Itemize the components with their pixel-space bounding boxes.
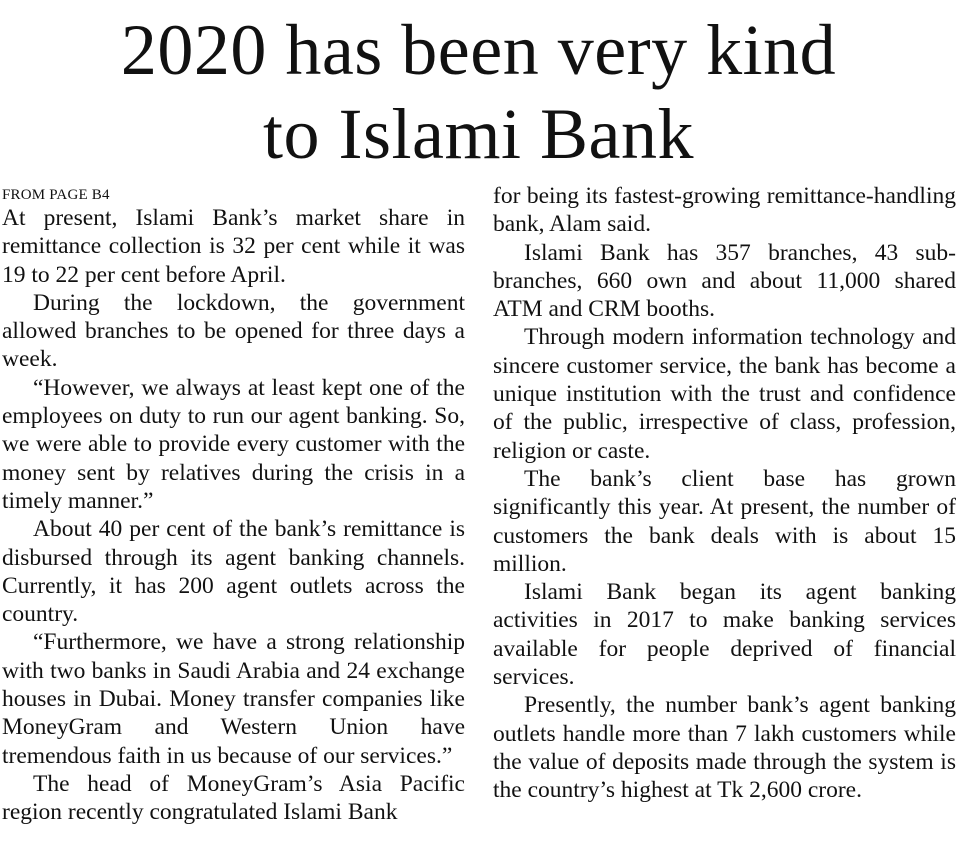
paragraph: “However, we always at least kept one of the employees on duty to run our agent banking. So, we were able to provide every customer with the money sent by relatives during the crisis in a timely manner.” bbox=[2, 374, 465, 514]
paragraph: Through modern information technology and sincere customer service, the bank has become a unique institution with the trust and confidence of the public, irrespective of class, profession, religion or caste. bbox=[493, 324, 956, 464]
paragraph: The bank’s client base has grown significantly this year. At present, the number of customers the bank deals with is about 15 million. bbox=[493, 465, 956, 577]
paragraph: The head of MoneyGram’s Asia Pacific region recently congratulated Islami Bank bbox=[2, 770, 465, 826]
headline-line-2: to Islami Bank bbox=[263, 94, 694, 174]
paragraph: At present, Islami Bank’s market share in remittance collection is 32 per cent while it was 19 to 22 per cent before April. bbox=[2, 205, 465, 288]
headline-line-1: 2020 has been very kind bbox=[120, 10, 837, 90]
paragraph: for being its fastest-growing remittance-handling bank, Alam said. bbox=[493, 183, 956, 238]
paragraph: “Furthermore, we have a strong relationship with two banks in Saudi Arabia and 24 exchange houses in Dubai. Money transfer companies like MoneyGram and Western Union have tremendous faith in us because of our services.” bbox=[2, 629, 465, 769]
paragraph: During the lockdown, the government allowed branches to be opened for three days a week. bbox=[2, 289, 465, 373]
paragraph: Islami Bank has 357 branches, 43 sub-branches, 660 own and about 11,000 shared ATM and CRM booths. bbox=[493, 239, 956, 323]
paragraph: Islami Bank began its agent banking activities in 2017 to make banking services available for people deprived of financial services. bbox=[493, 579, 956, 691]
paragraph: Presently, the number bank’s agent banking outlets handle more than 7 lakh customers while the value of deposits made through the system is the country’s highest at Tk 2,600 crore. bbox=[493, 692, 956, 804]
article-column-right bbox=[493, 182, 956, 805]
paragraph: About 40 per cent of the bank’s remittance is disbursed through its agent banking channels. Currently, it has 200 agent outlets across the country. bbox=[2, 516, 465, 628]
article-column-left bbox=[2, 186, 465, 827]
continuation-kicker: FROM PAGE B4 bbox=[2, 187, 110, 203]
headline bbox=[0, 8, 957, 176]
